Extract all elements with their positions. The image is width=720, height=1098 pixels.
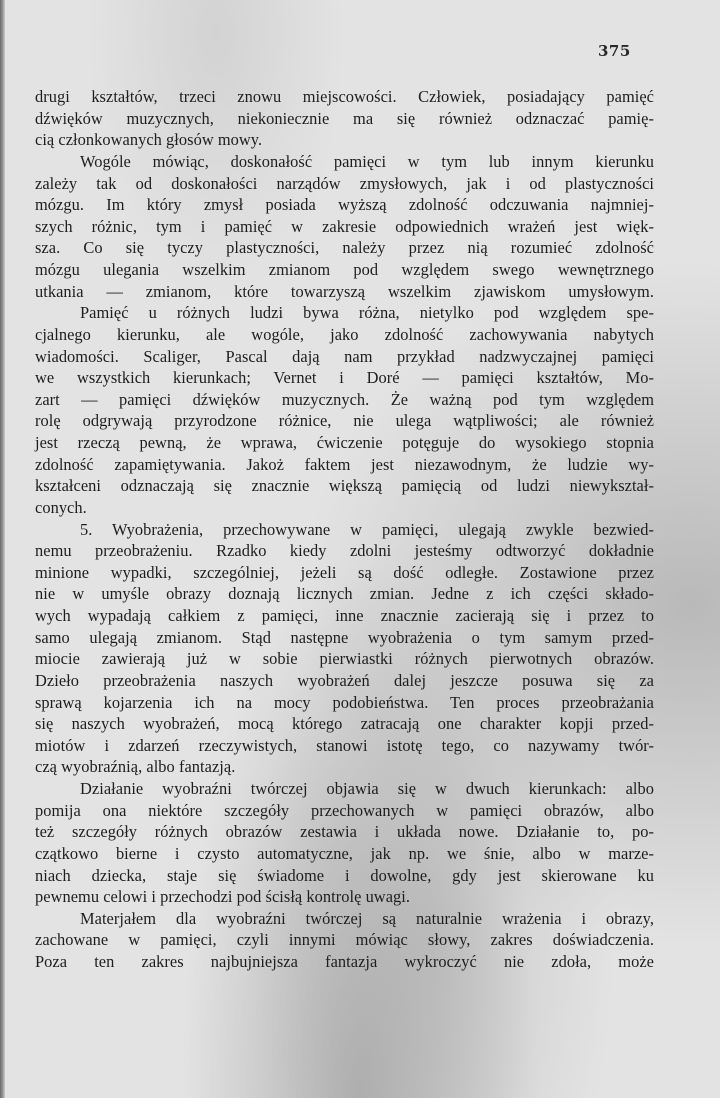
text-line: sprawą kojarzenia ich na mocy podobieństwa. Ten proces przeobrażania [35,692,654,712]
text-line: wych wypadają całkiem z pamięci, inne znacznie zacierają się i przez to [35,606,654,625]
text-line: jest rzeczą pewną, że wprawa, ćwiczenie potęguje do wysokiego stopnia [35,433,654,452]
text-line: nemu przeobrażeniu. Rzadko kiedy zdolni jesteśmy odtworzyć dokładnie [35,541,654,561]
text-line: czątkowo bierne i czysto automatyczne, jak np. we śnie, albo w marze- [35,843,654,863]
text-line: się naszych wyobrażeń, mocą którego zatracają one charakter kopji przed- [35,714,654,734]
text-line: czą wyobraźnią, albo fantazją. [35,757,236,777]
text-line: też szczegóły różnych obrazów zestawia i układa nowe. Działanie to, po- [35,822,654,842]
text-line: nie w umyśle obrazy doznają licznych zmian. Jedne z ich części składo- [35,584,654,604]
text-line: pewnemu celowi i przechodzi pod ścisłą kontrolę uwagi. [35,887,411,907]
page-number: 375 [598,42,631,60]
text-line: wiadomości. Scaliger, Pascal dają nam przykład nadzwyczajnej pamięci [35,346,654,366]
text-line: dźwięków muzycznych, niekoniecznie ma się również odznaczać pamię- [35,108,654,128]
text-line: sza. Co się tyczy plastyczności, należy przez nią rozumieć zdolność [35,238,654,258]
text-line: Materjałem dla wyobraźni twórczej są naturalnie wrażenia i obrazy, [80,908,654,928]
text-line: Dzieło przeobrażenia naszych wyobrażeń dalej jeszcze posuwa się za [35,670,654,690]
text-line: Wogóle mówiąc, doskonałość pamięci w tym lub innym kierunku [80,151,654,171]
text-line: niach dziecka, staje się świadome i dowolne, gdy jest skierowane ku [35,865,654,885]
page-edge-shadow [0,0,5,1098]
text-line: zależy tak od doskonałości narządów zmysłowych, jak i od plastyczności [35,173,654,193]
text-line: we wszystkich kierunkach; Vernet i Doré — pamięci kształtów, Mo- [35,368,654,388]
text-line: minione wypadki, szczególniej, jeżeli są dość odległe. Zostawione przez [35,562,654,582]
text-line: Działanie wyobraźni twórczej objawia się w dwuch kierunkach: albo [80,779,654,798]
text-line: 5. Wyobrażenia, przechowywane w pamięci, ulegają zwykle bezwied- [80,519,654,539]
text-line: rolę odgrywają przyrodzone różnice, nie ulega wątpliwości; ale również [35,411,654,431]
text-line: kształceni odznaczają się znacznie większą pamięcią od ludzi niewykształ- [35,476,654,496]
text-line: miotów i zdarzeń rzeczywistych, stanowi istotę tego, co nazywamy twór- [35,735,654,755]
text-line: samo ulegają zmianom. Stąd następne wyobrażenia o tym samym przed- [35,627,654,647]
text-line: zart — pamięci dźwięków muzycznych. Że ważną pod tym względem [35,389,654,409]
text-line: pomija ona niektóre szczegóły przechowanych w pamięci obrazów, albo [35,800,654,820]
text-line: miocie zawierają już w sobie pierwiastki różnych pierwotnych obrazów. [35,649,654,669]
text-line: cjalnego kierunku, ale wogóle, jako zdolność zachowywania nabytych [35,324,654,344]
body-text [35,86,654,973]
text-line: Poza ten zakres najbujniejsza fantazja wykroczyć nie zdoła, może [35,952,654,971]
text-line: utkania — zmianom, które towarzyszą wszelkim zjawiskom umysłowym. [35,281,654,301]
text-line: zdolność zapamiętywania. Jakoż faktem jest niezawodnym, że ludzie wy- [35,454,654,474]
text-line: Pamięć u różnych ludzi bywa różna, nietylko pod względem spe- [80,303,654,323]
text-line: cią członkowanych głosów mowy. [35,130,263,150]
text-line: mózgu. Im który zmysł posiada wyższą zdolność odczuwania najmniej- [35,195,654,215]
text-line: szych różnic, tym i pamięć w zakresie odpowiednich wrażeń jest więk- [35,216,654,236]
text-line: drugi kształtów, trzeci znowu miejscowości. Człowiek, posiadający pamięć [35,87,654,106]
text-line: mózgu ulegania wszelkim zmianom pod względem swego wewnętrznego [35,260,654,279]
text-line: conych. [35,497,87,517]
text-line: zachowane w pamięci, czyli innymi mówiąc słowy, zakres doświadczenia. [35,930,654,950]
